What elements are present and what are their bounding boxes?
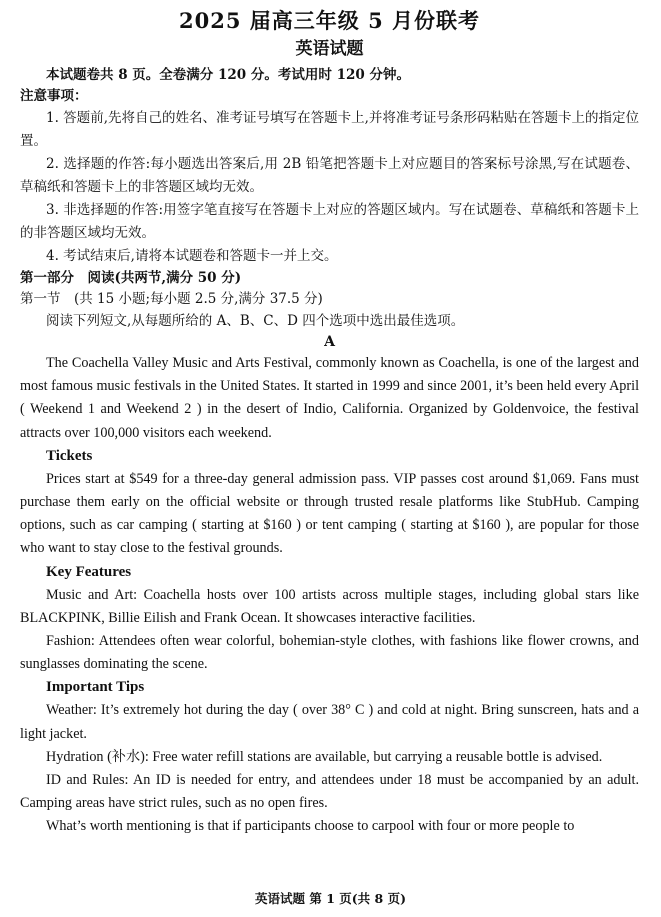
- exam-subtitle: 英语试题: [295, 39, 364, 59]
- key-features-heading: Key Features: [46, 563, 132, 580]
- part-one-title: 第一部分 阅读(共两节,满分 50 分): [20, 270, 242, 286]
- passage-letter: A: [324, 334, 335, 350]
- passage-intro: The Coachella Valley Music and Arts Festival, commonly known as Coachella, is one of the largest and most famous music festivals in the United States. It started in 1999 and since 2001, it’s been held every April ( Weekend 1 and Weekend 2 ) in the desert of Indio, California. Organized by Goldenvoice, the festival attracts over 100,000 visitors each weekend.: [20, 355, 640, 441]
- notes-heading: 注意事项：: [20, 88, 88, 104]
- carpool-paragraph: What’s worth mentioning is that if participants choose to carpool with four or more people to: [46, 818, 575, 835]
- note-item-1: 1. 答题前,先将自己的姓名、准考证号填写在答题卡上,并将准考证号条形码粘贴在答题卡上的指定位置。: [20, 110, 639, 149]
- section-one-title: 第一节 (共 15 小题;每小题 2.5 分,满分 37.5 分): [20, 291, 323, 307]
- note-item-4: 4. 考试结束后,请将本试题卷和答题卡一并上交。: [46, 248, 338, 264]
- reading-instruction: 阅读下列短文,从每题所给的 A、B、C、D 四个选项中选出最佳选项。: [46, 313, 465, 329]
- exam-title: 2025 届高三年级 5 月份联考: [179, 8, 480, 33]
- note-item-2: 2. 选择题的作答:每小题选出答案后,用 2B 铅笔把答题卡上对应题目的答案标号涂黑,写在试题卷、草稿纸和答题卡上的非答题区域均无效。: [20, 156, 639, 195]
- tickets-heading: Tickets: [46, 447, 93, 464]
- note-item-3: 3. 非选择题的作答:用签字笔直接写在答题卡上对应的答题区域内。写在试题卷、草稿纸和答题卡上的非答题区域均无效。: [20, 202, 639, 241]
- important-tips-heading: Important Tips: [46, 679, 145, 696]
- hydration-paragraph: Hydration (补水): Free water refill stations are available, but carrying a reusable bottle is advised.: [46, 748, 603, 765]
- id-rules-paragraph: ID and Rules: An ID is needed for entry, and attendees under 18 must be accompanied by an adult. Camping areas have strict rules, such as no open fires.: [20, 772, 639, 812]
- tickets-paragraph: Prices start at $549 for a three-day general admission pass. VIP passes cost around $1,069. Fans must purchase them early on the official website or through trusted resale platforms like StubHub. Camping options, such as car camping ( starting at $160 ) or tent camping ( starting at $160 ), are popular for those who want to stay close to the festival grounds.: [20, 470, 639, 557]
- fashion-paragraph: Fashion: Attendees often wear colorful, bohemian-style clothes, with fashions like flower crowns, and sunglasses dominating the scene.: [20, 633, 639, 673]
- weather-paragraph: Weather: It’s extremely hot during the day ( over 38° C ) and cold at night. Bring sunscreen, hats and a light jacket.: [20, 702, 639, 742]
- exam-info: 本试题卷共 8 页。全卷满分 120 分。考试用时 120 分钟。: [46, 67, 410, 83]
- music-art-paragraph: Music and Art: Coachella hosts over 100 artists across multiple stages, including global stars like BLACKPINK, Billie Eilish and Frank Ocean. It showcases interactive facilities.: [20, 586, 639, 626]
- page-footer: 英语试题 第 1 页(共 8 页): [255, 891, 406, 906]
